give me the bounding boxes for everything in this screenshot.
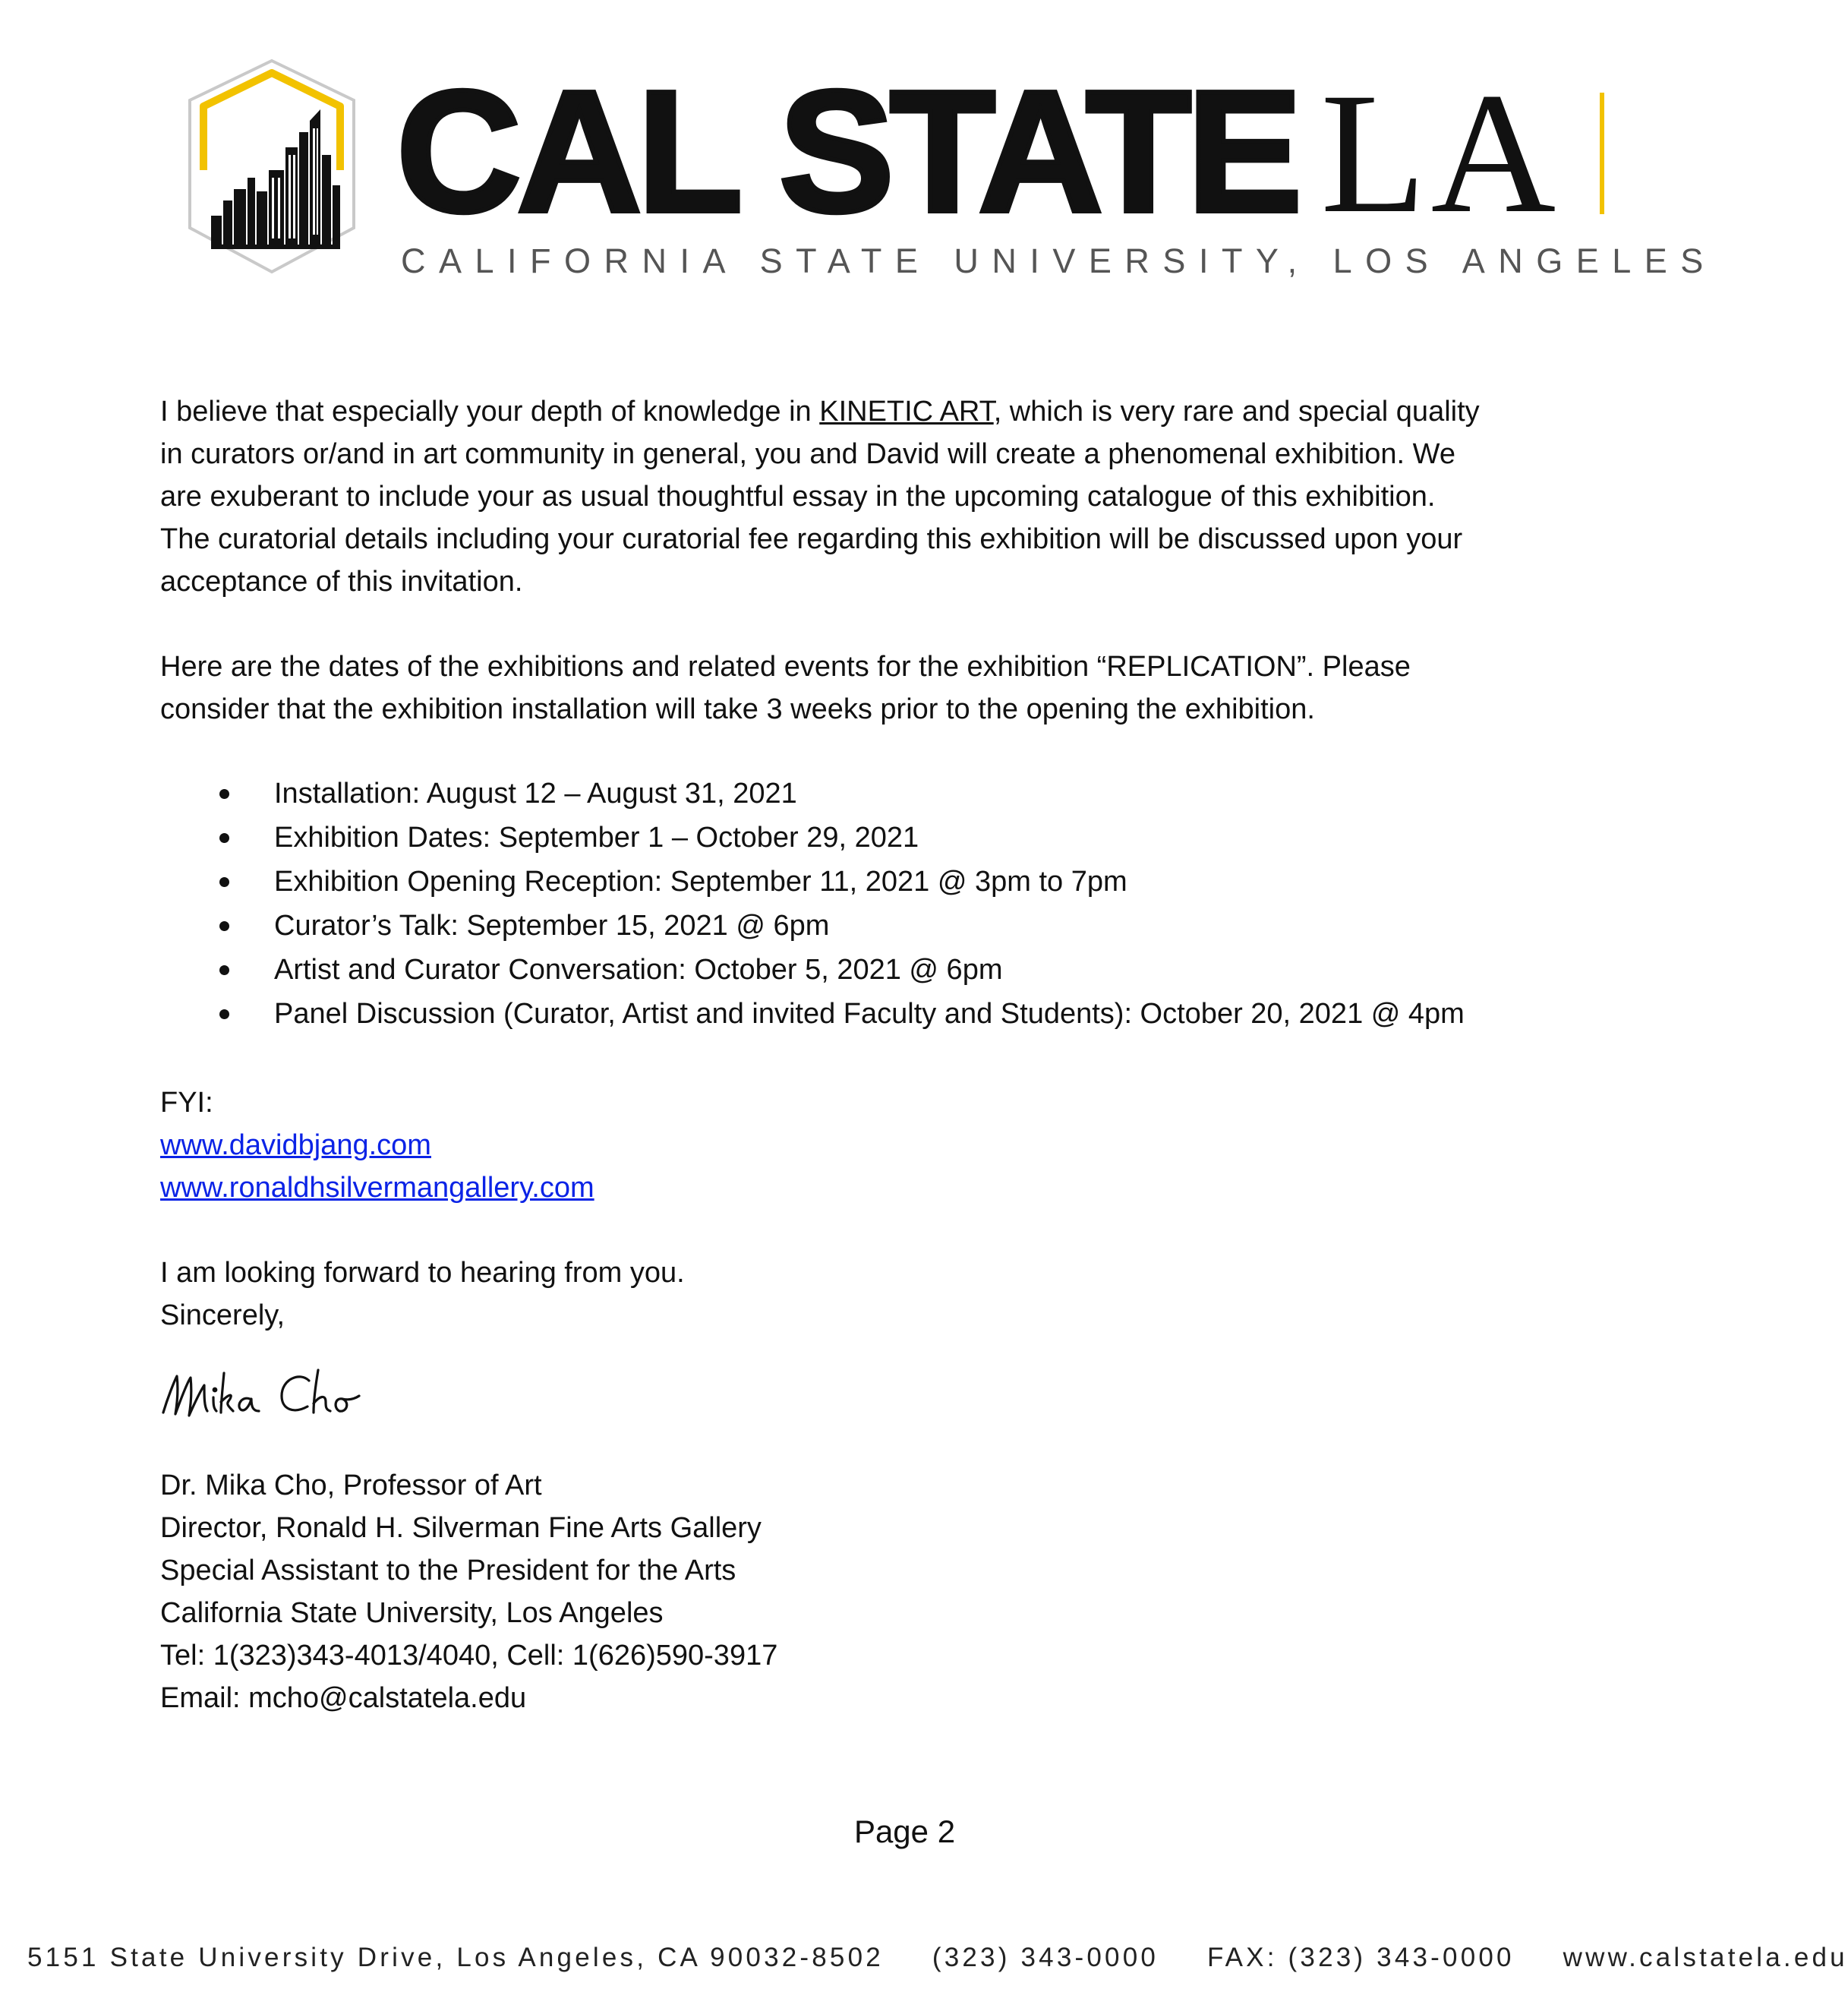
letterhead [0,0,1809,304]
fyi-block [160,1081,594,1209]
handwritten-signature [160,1359,411,1435]
footer-phone: (323) 343-0000 [932,1943,1159,1972]
bullet-icon [219,833,229,843]
footer [27,1943,1848,1973]
para2-line2: consider that the exhibition installation will take 3 weeks prior to the opening the exhibition. [160,693,1315,725]
list-item [160,948,1465,992]
footer-website: www.calstatela.edu [1563,1943,1848,1972]
bullet-icon [219,877,229,887]
logo-wordmark [396,55,1561,249]
para1-line4: The curatorial details including your curatorial fee regarding this exhibition will be discussed upon your [160,523,1463,555]
page-number: Page 2 [853,1814,956,1849]
para1-line5: acceptance of this invitation. [160,566,523,598]
sig-line-1: Dr. Mika Cho, Professor of Art [160,1470,542,1501]
para2-line1: Here are the dates of the exhibitions and related events for the exhibition “REPLICATION”. Please [160,651,1411,683]
fyi-label: FYI: [160,1087,213,1119]
list-item [160,816,1465,860]
paragraph-kinetic-art [160,390,1480,603]
para1-line2: in curators or/and in art community in general, you and David will create a phenomenal exhibition. We [160,438,1455,470]
logo-subtitle: CALIFORNIA STATE UNIVERSITY, LOS ANGELES [401,242,1717,280]
list-item [160,992,1465,1036]
para1-line1-post: , which is very rare and special quality [993,396,1480,428]
list-item [160,772,1465,816]
logo-bold-text: CAL STATE [396,55,1298,248]
footer-fax: FAX: (323) 343-0000 [1206,1943,1515,1972]
link-line-1 [160,1124,594,1167]
event-text: Installation: August 12 – August 31, 2021 [274,778,797,810]
para1-line1 [160,390,1480,433]
sig-line-4: California State University, Los Angeles [160,1597,664,1629]
event-text: Curator’s Talk: September 15, 2021 @ 6pm [274,910,830,942]
paragraph-exhibition-dates [160,646,1411,731]
davidbjang-link[interactable]: www.davidbjang.com [160,1129,431,1161]
link-line-2 [160,1167,594,1209]
closing-line: I am looking forward to hearing from you. [160,1257,685,1289]
logo-serif-text: LA [1320,58,1561,249]
para1-line1-pre: I believe that especially your depth of knowledge in [160,396,820,428]
salutation: Sincerely, [160,1299,285,1331]
bullet-icon [219,789,229,799]
para1-line3: are exuberant to include your as usual thoughtful essay in the upcoming catalogue of this exhibition. [160,481,1436,513]
city-skyline-shield-icon [181,56,363,276]
bullet-icon [219,1009,229,1019]
sig-line-5: Tel: 1(323)343-4013/4040, Cell: 1(626)590-3917 [160,1640,778,1672]
bullet-icon [219,921,229,931]
kinetic-art-underlined: KINETIC ART [819,396,994,428]
list-item [160,860,1465,904]
events-list [160,772,1465,1036]
event-text: Exhibition Dates: September 1 – October 29, 2021 [274,822,919,854]
event-text: Exhibition Opening Reception: September 11, 2021 @ 3pm to 7pm [274,866,1127,898]
bullet-icon [219,965,229,975]
signature-block [160,1464,777,1719]
gold-accent-bar [1600,93,1604,214]
silverman-gallery-link[interactable]: www.ronaldhsilvermangallery.com [160,1172,594,1204]
event-text: Artist and Curator Conversation: October 5, 2021 @ 6pm [274,954,1003,986]
event-text: Panel Discussion (Curator, Artist and invited Faculty and Students): October 20, 2021 @ 4pm [274,998,1465,1030]
sig-line-6: Email: mcho@calstatela.edu [160,1682,527,1714]
list-item [160,904,1465,948]
closing-block [160,1252,685,1337]
footer-address: 5151 State University Drive, Los Angeles, CA 90032-8502 [27,1943,884,1972]
sig-line-2: Director, Ronald H. Silverman Fine Arts Gallery [160,1512,762,1544]
sig-line-3: Special Assistant to the President for the Arts [160,1555,736,1586]
